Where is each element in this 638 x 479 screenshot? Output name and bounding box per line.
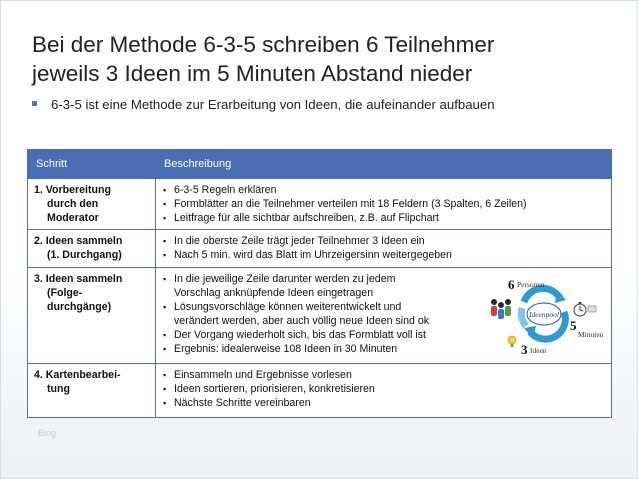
list-item-text: In die oberste Zeile trägt jeder Teilnehmer 3 Ideen ein [174,235,425,247]
label-minutes: Minuten [578,330,604,339]
list-item [162,234,605,248]
list-item [162,197,605,211]
list-item [162,248,605,262]
center-label: Ideenpool [529,310,559,319]
footer-watermark: Blog [38,428,57,438]
list-item-text: ▪ Lösungsvorschläge können weiterentwickelt und [174,301,402,313]
number-minutes: 5 [570,318,577,333]
table-row [28,179,612,230]
list-item [162,382,605,396]
list-item [162,396,605,410]
list-item-text: Nach 5 min. wird das Blatt im Uhrzeigersinn weitergegeben [174,249,452,261]
intro-bullet [32,97,622,112]
list-item-text: Nächste Schritte vereinbaren [174,397,311,409]
stopwatch-icon [574,302,596,316]
step-cell [28,364,156,418]
description-cell [156,179,612,230]
step-cell [28,230,156,268]
intro-bullet-text: 6-3-5 ist eine Methode zur Erarbeitung von Ideen, die aufeinander aufbauen [51,97,495,112]
step-line: 1. Vorbereitung [34,184,111,196]
label-ideas: Ideen [530,346,547,355]
step-cell [28,179,156,230]
step-cell [28,268,156,364]
step-line: tung [47,383,70,395]
table-row [28,230,612,268]
list-item-text: Ergebnis: idealerweise 108 Ideen in 30 Minuten [174,343,398,355]
list-item [162,211,605,225]
slide-title [32,30,622,88]
list-item-text: verändert werden, aber auch völlig neue Ideen sind ok [174,315,430,327]
square-bullet-icon [32,101,37,106]
list-item-text: Formblätter an die Teilnehmer verteilen mit 18 Feldern (3 Spalten, 6 Zeilen) [174,198,527,210]
step-line: 4. Kartenbearbei- [34,369,121,381]
step-line: 3. Ideen sammeln [34,273,123,285]
method-cycle-illustration [484,276,604,360]
list-item-text: 6-3-5 Regeln erklären [174,184,277,196]
description-cell [156,230,612,268]
list-item [162,183,605,197]
header-description: Beschreibung [156,150,612,179]
list-item-text: Leitfrage für alle sichtbar aufschreiben, z.B. auf Flipchart [174,212,439,224]
step-line: (Folge- [47,287,83,299]
table-header-row [28,150,612,179]
number-persons: 6 [508,277,515,292]
list-item-text: Ideen sortieren, priorisieren, konkretisieren [174,383,375,395]
label-persons: Personen [517,280,545,289]
step-line: (1. Durchgang) [47,249,122,261]
step-line: Moderator [47,212,99,224]
description-cell [156,364,612,418]
number-ideas: 3 [521,342,528,357]
people-icon [491,299,511,319]
table-row [28,364,612,418]
title-line-1: Bei der Methode 6-3-5 schreiben 6 Teilnehmer [32,32,495,57]
header-step: Schritt [28,150,156,179]
title-line-2: jeweils 3 Ideen im 5 Minuten Abstand nieder [32,61,473,86]
step-line: durch den [47,198,99,210]
list-item [162,368,605,382]
list-item-text: ▪ In die jeweilige Zeile darunter werden zu jedem [174,273,396,285]
list-item-text: Einsammeln und Ergebnisse vorlesen [174,369,352,381]
list-item-text: Vorschlag anknüpfende Ideen eingetragen [174,287,374,299]
lightbulb-icon [508,336,516,347]
list-item-text: Der Vorgang wiederholt sich, bis das Formblatt voll ist [174,329,427,341]
step-line: 2. Ideen sammeln [34,235,123,247]
step-line: durchgänge) [47,301,112,313]
